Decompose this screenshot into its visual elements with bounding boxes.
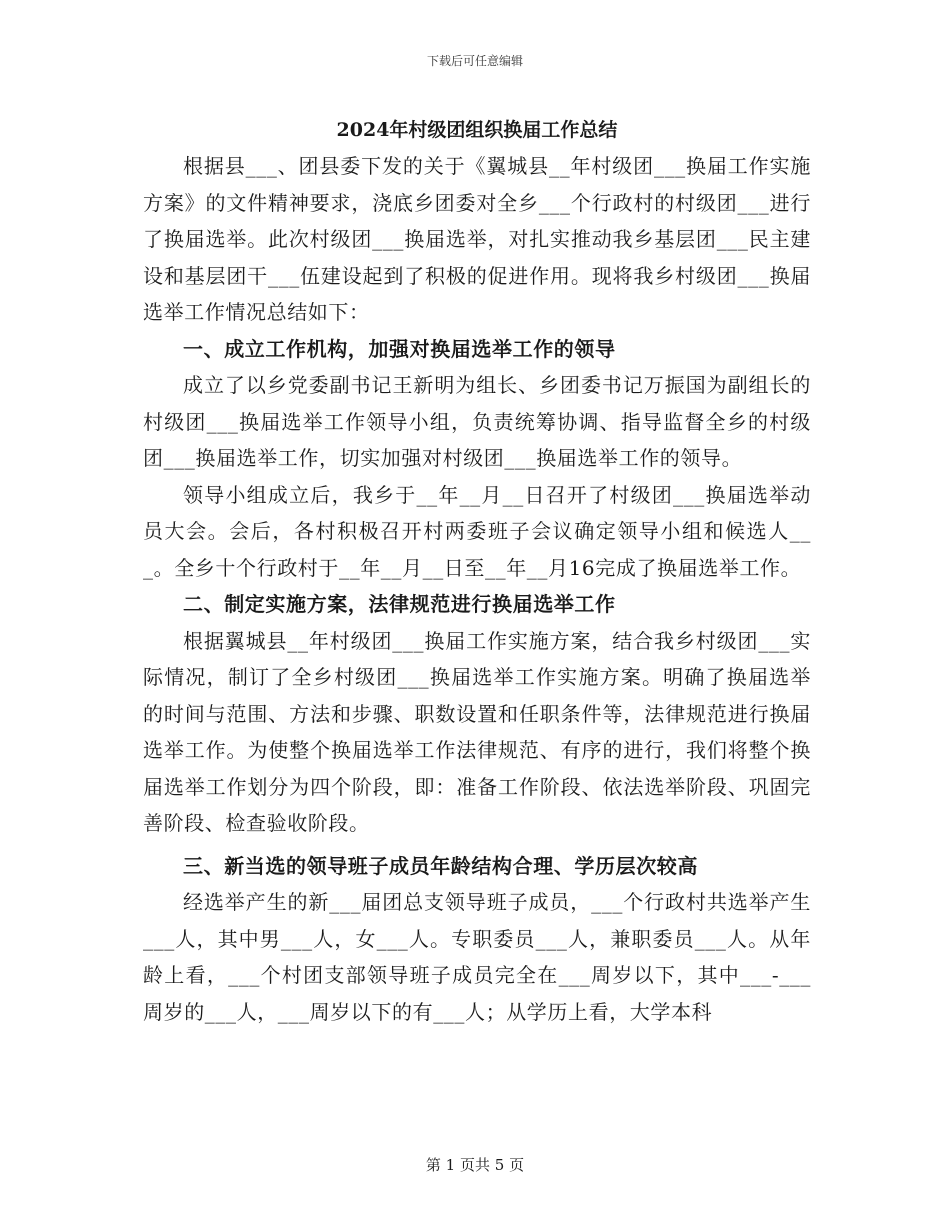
section-1-paragraph-2: 领导小组成立后，我乡于__年__月__日召开了村级团___换届选举动员大会。会后，各村积极召开村两委班子会议确定领导小组和候选人___。全乡十个行政村于__年__月__日至__年__月16完成了换届选举工作。 <box>143 482 811 580</box>
section-2-paragraph-1: 根据翼城县__年村级团___换届工作实施方案，结合我乡村级团___实际情况，制订了全乡村级团___换届选举工作实施方案。明确了换届选举的时间与范围、方法和步骤、职数设置和任职条件等，法律规范进行换届选举工作。为使整个换届选举工作法律规范、有序的进行，我们将整个换届选举工作划分为四个阶段，即：准备工作阶段、依法选举阶段、巩固完善阶段、检查验收阶段。 <box>143 628 811 835</box>
document-title: 2024年村级团组织换届工作总结 <box>336 119 618 141</box>
section-3-paragraph-1: 经选举产生的新___届团总支领导班子成员，___个行政村共选举产生___人，其中男___人，女___人。专职委员___人，兼职委员___人。从年龄上看，___个村团支部领导班子成员完全在___周岁以下，其中___-___周岁的___人，___周岁以下的有___人；从学历上看，大学本科 <box>143 890 811 1024</box>
document-body <box>143 112 811 1030</box>
page-number: 第 1 页共 5 页 <box>425 1156 525 1174</box>
page-header-note: 下载后可任意编辑 <box>426 54 523 68</box>
section-heading-2: 二、制定实施方案，法律规范进行换届选举工作 <box>183 592 616 616</box>
intro-paragraph: 根据县___、团县委下发的关于《翼城县__年村级团___换届工作实施方案》的文件精神要求，浇底乡团委对全乡___个行政村的村级团___进行了换届选举。此次村级团___换届选举，对扎实推动我乡基层团___民主建设和基层团干___伍建设起到了积极的促进作用。现将我乡村级团___换届选举工作情况总结如下： <box>143 154 811 324</box>
section-heading-3: 三、新当选的领导班子成员年龄结构合理、学历层次较高 <box>183 853 698 878</box>
section-heading-1: 一、成立工作机构，加强对换届选举工作的领导 <box>183 336 616 361</box>
section-1-paragraph-1: 成立了以乡党委副书记王新明为组长、乡团委书记万振国为副组长的村级团___换届选举工作领导小组，负责统筹协调、指导监督全乡的村级团___换届选举工作，切实加强对村级团___换届选举工作的领导。 <box>143 373 811 470</box>
